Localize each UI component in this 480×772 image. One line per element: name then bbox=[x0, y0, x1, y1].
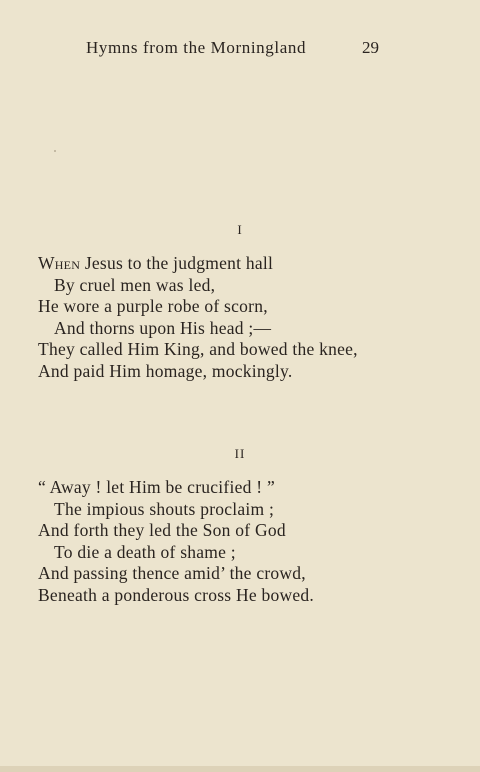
stanza-1-line-3: He wore a purple robe of scorn, bbox=[38, 296, 268, 316]
stanza-1 bbox=[38, 253, 358, 382]
stanza-1-line-2: By cruel men was led, bbox=[54, 274, 216, 295]
line-text: Jesus to the judgment hall bbox=[80, 253, 274, 273]
stanza-1-line-1 bbox=[38, 253, 358, 275]
stanza-2-line-1: “ Away ! let Him be crucified ! ” bbox=[38, 477, 275, 497]
stanza-1-line-5: They called Him King, and bowed the knee, bbox=[38, 339, 358, 359]
stanza-2-line-6: Beneath a ponderous cross He bowed. bbox=[38, 584, 315, 605]
paper-speck bbox=[54, 150, 56, 152]
running-title: Hymns from the Morningland bbox=[86, 38, 307, 57]
stanza-2-line-4: To die a death of shame ; bbox=[54, 541, 236, 562]
stanza-number-1: I bbox=[237, 222, 243, 237]
stanza-number-2: II bbox=[234, 446, 246, 461]
stanza-2-line-5: And passing thence amid’ the crowd, bbox=[38, 563, 306, 583]
stanza-2 bbox=[38, 477, 314, 606]
page-number: 29 bbox=[362, 38, 379, 57]
drop-word: When bbox=[38, 253, 81, 273]
page-bottom-edge bbox=[0, 766, 480, 772]
stanza-2-line-3: And forth they led the Son of God bbox=[38, 520, 286, 540]
stanza-2-line-2: The impious shouts proclaim ; bbox=[54, 498, 275, 519]
stanza-1-line-6: And paid Him homage, mockingly. bbox=[38, 360, 293, 381]
stanza-1-line-4: And thorns upon His head ;— bbox=[54, 317, 272, 338]
